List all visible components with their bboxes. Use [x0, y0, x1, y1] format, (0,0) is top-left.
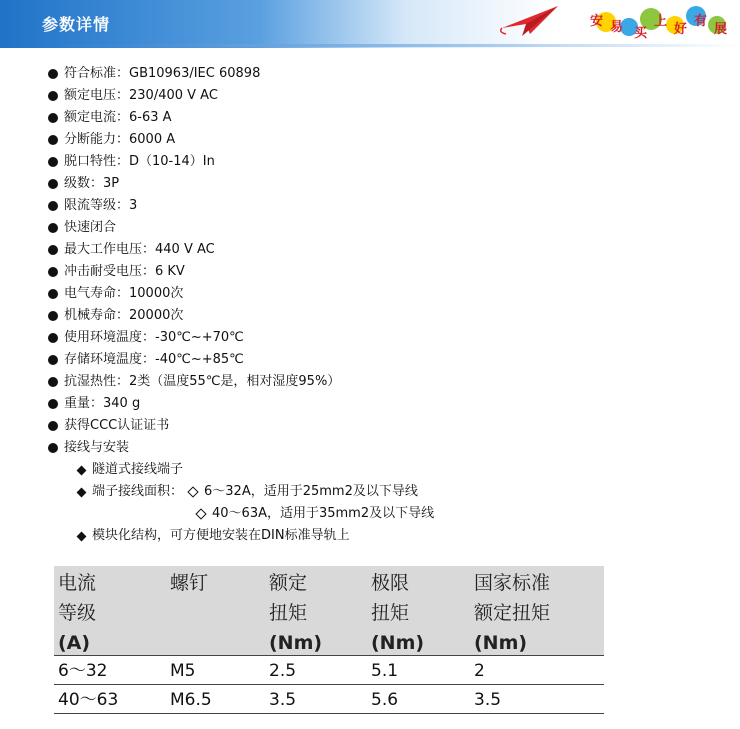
brand-char: 有 — [694, 14, 708, 29]
header-line: 螺钉 — [170, 572, 209, 594]
table-header-cell — [58, 568, 96, 658]
header-line: 电流 — [58, 572, 97, 594]
header-unit: (Nm) — [371, 632, 425, 654]
table-cell: 2 — [474, 661, 485, 681]
table-header — [54, 566, 604, 655]
header-unit: (A) — [58, 632, 91, 654]
bullet-icon — [48, 267, 58, 277]
spec-list — [48, 63, 728, 547]
table-cell: M6.5 — [170, 690, 212, 710]
header-line: 极限 — [371, 572, 410, 594]
section-title: 参数详情 — [42, 15, 111, 34]
spec-item — [48, 393, 728, 415]
bullet-icon — [48, 245, 58, 255]
spec-text: 脱口特性：D（10-14）In — [64, 154, 215, 169]
torque-table — [54, 566, 604, 714]
spec-item — [48, 195, 728, 217]
bullet-icon — [48, 113, 58, 123]
brand-char: 买 — [634, 26, 648, 41]
spec-item — [48, 239, 728, 261]
spec-text: 获得CCC认证证书 — [64, 418, 170, 433]
spec-item — [48, 305, 728, 327]
table-cell: M5 — [170, 661, 196, 681]
brand-char: 上 — [654, 14, 668, 29]
brand-char: 展 — [714, 22, 728, 37]
table-header-cell — [474, 568, 550, 658]
bullet-icon — [48, 201, 58, 211]
table-cell: 5.6 — [371, 690, 399, 710]
header-unit: (Nm) — [269, 632, 323, 654]
spec-text: 使用环境温度：-30℃~+70℃ — [64, 330, 244, 345]
header-line: 国家标准 — [474, 572, 551, 594]
spec-text: 额定电压：230/400 V AC — [64, 88, 218, 103]
install-terminal-2: 40～63A，适用于35mm2及以下导线 — [212, 506, 435, 521]
spec-text: 存储环境温度：-40℃~+85℃ — [64, 352, 244, 367]
install-tunnel-text: 隧道式接线端子 — [92, 462, 184, 477]
bullet-icon — [48, 377, 58, 387]
spec-text: 额定电流：6-63 A — [64, 110, 172, 125]
spec-item — [48, 151, 728, 173]
spec-item — [48, 261, 728, 283]
header-line: 扭矩 — [269, 602, 308, 624]
hollow-diamond-icon — [187, 486, 198, 497]
spec-item — [48, 129, 728, 151]
bullet-icon — [48, 179, 58, 189]
table-cell: 40～63 — [58, 690, 119, 710]
spec-text: 级数：3P — [64, 176, 120, 191]
bullet-icon — [48, 289, 58, 299]
bullet-icon — [48, 157, 58, 167]
brand-char: 安 — [590, 14, 604, 29]
brand-char: 易 — [610, 20, 624, 35]
spec-item — [48, 371, 728, 393]
bullet-icon — [48, 355, 58, 365]
install-modular-text: 模块化结构，可方便地安装在DIN标准导轨上 — [92, 528, 350, 543]
table-header-cell — [371, 568, 424, 658]
table-header-cell — [269, 568, 322, 658]
bullet-icon — [48, 91, 58, 101]
install-item — [48, 503, 728, 525]
spec-item — [48, 63, 728, 85]
spec-item — [48, 415, 728, 437]
spec-text: 抗湿热性：2类（温度55℃是，相对湿度95%） — [64, 374, 341, 389]
banner-divider — [0, 44, 740, 47]
table-cell: 2.5 — [269, 661, 297, 681]
spec-text: 冲击耐受电压：6 KV — [64, 264, 185, 279]
install-item — [48, 481, 728, 503]
brand-char: 好 — [674, 22, 688, 37]
diamond-bullet-icon — [77, 465, 87, 475]
spec-text: 限流等级：3 — [64, 198, 138, 213]
install-item — [48, 525, 728, 547]
table-cell: 5.1 — [371, 661, 399, 681]
spec-text: 最大工作电压：440 V AC — [64, 242, 215, 257]
table-row — [54, 685, 604, 714]
header-line: 等级 — [58, 602, 97, 624]
spec-item — [48, 283, 728, 305]
section-banner — [0, 0, 740, 48]
spec-item — [48, 85, 728, 107]
diamond-bullet-icon — [77, 487, 87, 497]
install-terminal-1: 6～32A，适用于25mm2及以下导线 — [204, 484, 418, 499]
install-item — [48, 459, 728, 481]
table-cell: 3.5 — [474, 690, 502, 710]
brand-logo — [582, 2, 740, 44]
bullet-icon — [48, 135, 58, 145]
bullet-icon — [48, 333, 58, 343]
spec-text: 符合标准：GB10963/IEC 60898 — [64, 66, 261, 81]
bullet-icon — [48, 311, 58, 321]
header-unit: (Nm) — [474, 632, 528, 654]
bullet-icon — [48, 421, 58, 431]
spec-item — [48, 107, 728, 129]
spec-text: 电气寿命：10000次 — [64, 286, 184, 301]
bullet-icon — [48, 69, 58, 79]
bullet-icon — [48, 443, 58, 453]
spec-item — [48, 173, 728, 195]
spec-text: 重量：340 g — [64, 396, 141, 411]
install-terminal-label: 端子接线面积： — [92, 484, 184, 499]
spec-item — [48, 217, 728, 239]
spec-text: 机械寿命：20000次 — [64, 308, 184, 323]
table-header-cell — [170, 568, 208, 598]
table-cell: 6～32 — [58, 661, 108, 681]
spec-item — [48, 437, 728, 459]
table-cell: 3.5 — [269, 690, 297, 710]
spec-text: 接线与安装 — [64, 440, 130, 455]
header-line: 额定扭矩 — [474, 602, 551, 624]
spec-text: 快速闭合 — [64, 220, 117, 235]
spec-item — [48, 327, 728, 349]
spec-item — [48, 349, 728, 371]
header-line: 额定 — [269, 572, 308, 594]
paper-plane-icon — [500, 4, 560, 38]
hollow-diamond-icon — [195, 508, 206, 519]
diamond-bullet-icon — [77, 531, 87, 541]
spec-text: 分断能力：6000 A — [64, 132, 176, 147]
bullet-icon — [48, 223, 58, 233]
bullet-icon — [48, 399, 58, 409]
header-line: 扭矩 — [371, 602, 410, 624]
table-row — [54, 655, 604, 685]
